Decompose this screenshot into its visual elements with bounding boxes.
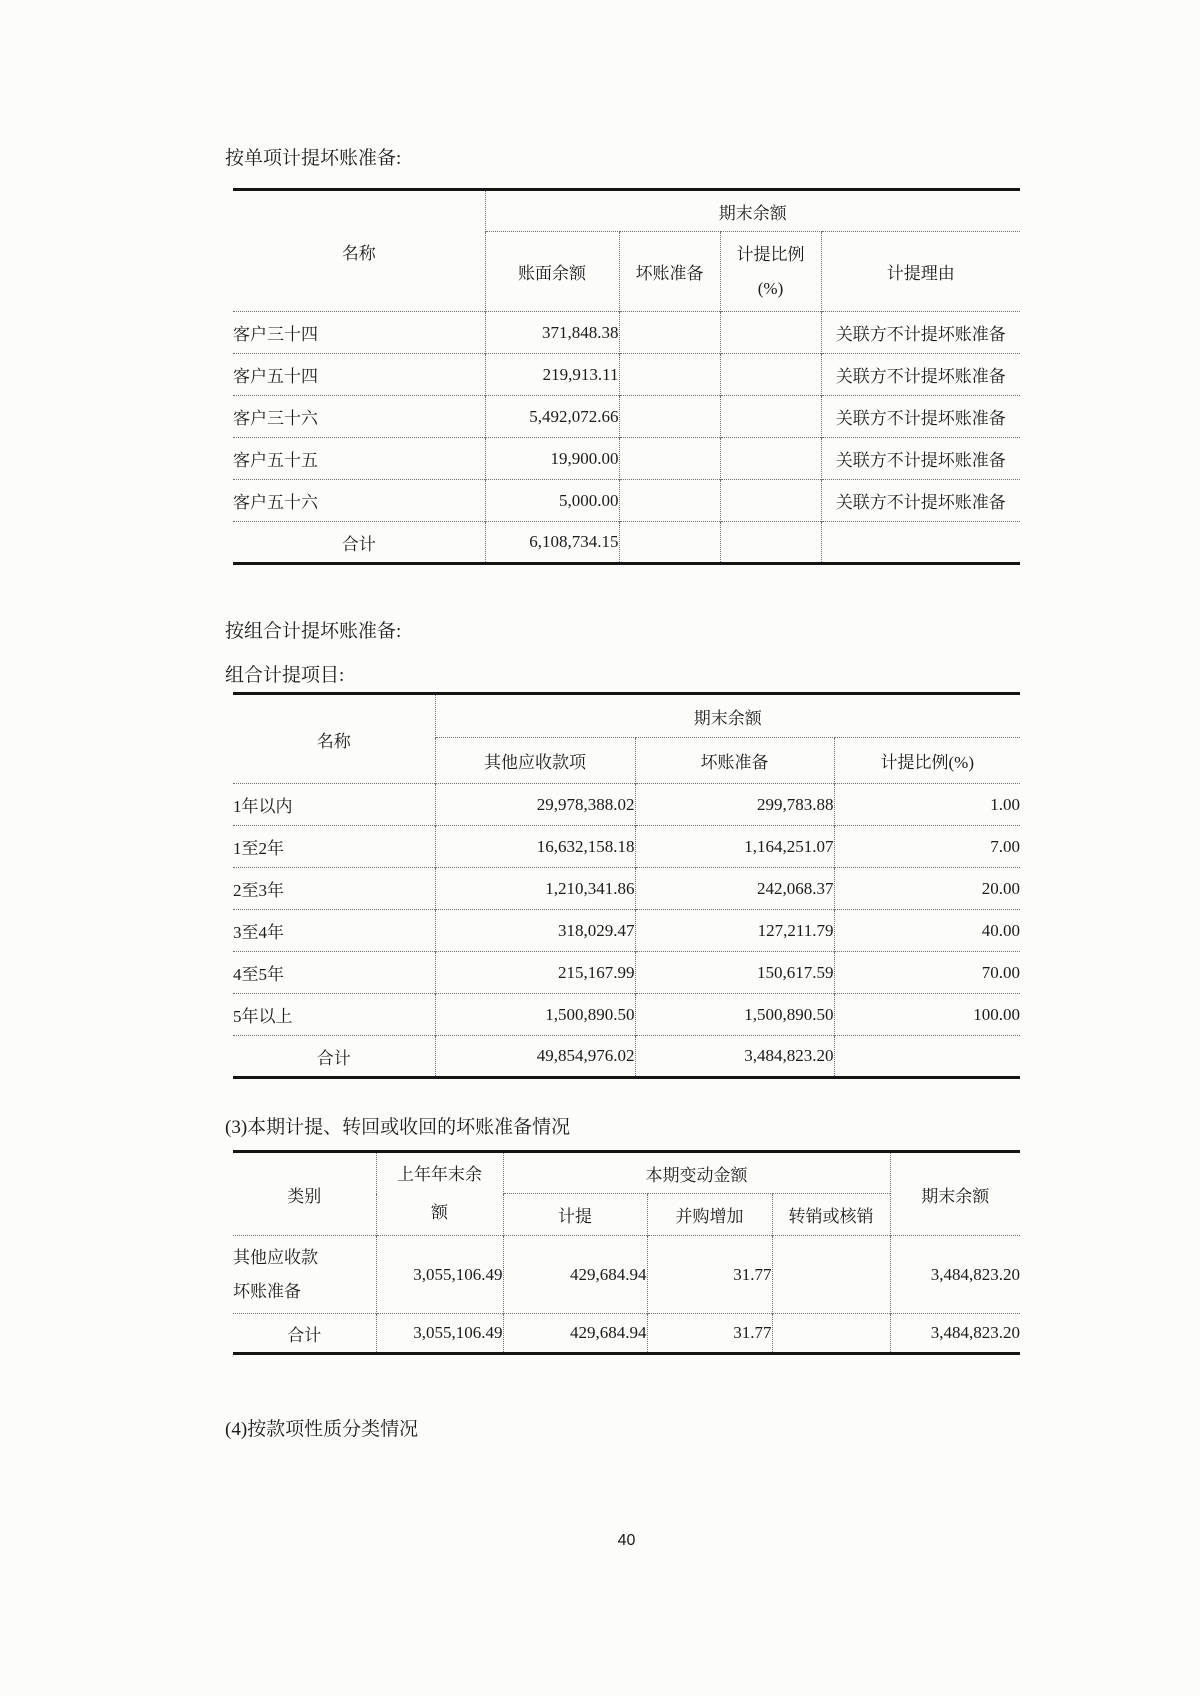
cell-other-receivables: 29,978,388.02 bbox=[435, 784, 635, 826]
cell-empty bbox=[619, 480, 720, 522]
header-prev-year-line1: 上年年末余 bbox=[397, 1165, 482, 1184]
cell-ratio: 70.00 bbox=[834, 952, 1020, 994]
header-prev-year-line2: 额 bbox=[431, 1203, 448, 1222]
cell-aging: 5年以上 bbox=[233, 994, 435, 1036]
header-other-receivables: 其他应收款项 bbox=[435, 738, 635, 784]
header-ratio bbox=[720, 232, 821, 312]
cell-empty bbox=[720, 522, 821, 564]
table-row bbox=[233, 396, 1020, 438]
table-row bbox=[233, 826, 1020, 868]
header-ratio-line2: (%) bbox=[757, 278, 784, 298]
section4-title: (4)按款项性质分类情况 bbox=[225, 1419, 419, 1440]
cell-total-other-receivables: 49,854,976.02 bbox=[435, 1036, 635, 1078]
cell-total-prev-year-balance: 3,055,106.49 bbox=[376, 1314, 503, 1354]
header-current-change: 本期变动金额 bbox=[503, 1152, 890, 1194]
cell-other-receivables: 1,210,341.86 bbox=[435, 868, 635, 910]
cell-bad-debt: 150,617.59 bbox=[635, 952, 834, 994]
total-row bbox=[233, 1036, 1020, 1078]
provision-movement-table bbox=[233, 1150, 1020, 1355]
table-row bbox=[233, 480, 1020, 522]
header-ratio-line1: 计提比例 bbox=[736, 244, 805, 264]
cell-book-balance: 5,492,072.66 bbox=[485, 396, 619, 438]
cell-aging: 1年以内 bbox=[233, 784, 435, 826]
table-row bbox=[233, 784, 1020, 826]
cell-aging: 3至4年 bbox=[233, 910, 435, 952]
cell-reason: 关联方不计提坏账准备 bbox=[821, 438, 1020, 480]
cell-reason: 关联方不计提坏账准备 bbox=[821, 480, 1020, 522]
header-category: 类别 bbox=[287, 1186, 322, 1206]
cell-book-balance: 19,900.00 bbox=[485, 438, 619, 480]
cell-bad-debt: 1,164,251.07 bbox=[635, 826, 834, 868]
cell-category-line2: 坏账准备 bbox=[233, 1281, 301, 1301]
table-row bbox=[233, 694, 1020, 738]
header-acquisition: 并购增加 bbox=[647, 1194, 772, 1236]
table-row bbox=[233, 994, 1020, 1036]
cell-empty bbox=[821, 522, 1020, 564]
cell-reason: 关联方不计提坏账准备 bbox=[821, 354, 1020, 396]
cell-aging: 4至5年 bbox=[233, 952, 435, 994]
cell-other-receivables: 1,500,890.50 bbox=[435, 994, 635, 1036]
cell-empty bbox=[619, 438, 720, 480]
cell-total-provision: 429,684.94 bbox=[503, 1314, 647, 1354]
cell-empty bbox=[619, 396, 720, 438]
section2-title: 按组合计提坏账准备: bbox=[225, 621, 402, 642]
header-name: 名称 bbox=[316, 731, 351, 751]
header-name: 名称 bbox=[341, 243, 376, 263]
cell-prev-year-balance: 3,055,106.49 bbox=[376, 1236, 503, 1314]
cell-total-acquisition: 31.77 bbox=[647, 1314, 772, 1354]
cell-total-label: 合计 bbox=[233, 522, 485, 564]
individual-provision-table bbox=[233, 188, 1020, 565]
cell-total-label: 合计 bbox=[233, 1314, 376, 1354]
section1-title: 按单项计提坏账准备: bbox=[225, 148, 402, 169]
cell-book-balance: 371,848.38 bbox=[485, 312, 619, 354]
cell-ratio: 100.00 bbox=[834, 994, 1020, 1036]
cell-empty bbox=[772, 1314, 890, 1354]
cell-name: 客户五十四 bbox=[233, 354, 485, 396]
cell-reason: 关联方不计提坏账准备 bbox=[821, 312, 1020, 354]
header-period-end: 期末余额 bbox=[435, 694, 1020, 738]
cell-name: 客户五十六 bbox=[233, 480, 485, 522]
cell-other-receivables: 16,632,158.18 bbox=[435, 826, 635, 868]
cell-empty bbox=[772, 1236, 890, 1314]
header-reason: 计提理由 bbox=[821, 232, 1020, 312]
cell-name: 客户三十六 bbox=[233, 396, 485, 438]
cell-total-bad-debt: 3,484,823.20 bbox=[635, 1036, 834, 1078]
cell-name: 客户五十五 bbox=[233, 438, 485, 480]
cell-name: 客户三十四 bbox=[233, 312, 485, 354]
portfolio-provision-table bbox=[233, 692, 1020, 1079]
table-row bbox=[233, 868, 1020, 910]
page-number: 40 bbox=[617, 1532, 636, 1549]
cell-empty bbox=[834, 1036, 1020, 1078]
header-period-end: 期末余额 bbox=[485, 190, 1020, 232]
section3-title: (3)本期计提、转回或收回的坏账准备情况 bbox=[225, 1117, 571, 1138]
cell-category-line1: 其他应收款 bbox=[233, 1247, 318, 1267]
cell-ratio: 40.00 bbox=[834, 910, 1020, 952]
cell-ratio: 1.00 bbox=[834, 784, 1020, 826]
cell-empty bbox=[619, 354, 720, 396]
table-row bbox=[233, 190, 1020, 232]
cell-book-balance: 219,913.11 bbox=[485, 354, 619, 396]
cell-bad-debt: 127,211.79 bbox=[635, 910, 834, 952]
total-row bbox=[233, 1314, 1020, 1354]
table-row bbox=[233, 312, 1020, 354]
header-bad-debt: 坏账准备 bbox=[635, 738, 834, 784]
cell-total-book-balance: 6,108,734.15 bbox=[485, 522, 619, 564]
cell-empty bbox=[720, 438, 821, 480]
cell-empty bbox=[720, 396, 821, 438]
table-row bbox=[233, 1236, 1020, 1314]
cell-ratio: 20.00 bbox=[834, 868, 1020, 910]
cell-aging: 2至3年 bbox=[233, 868, 435, 910]
cell-bad-debt: 1,500,890.50 bbox=[635, 994, 834, 1036]
cell-reason: 关联方不计提坏账准备 bbox=[821, 396, 1020, 438]
cell-period-end: 3,484,823.20 bbox=[890, 1236, 1020, 1314]
table-row bbox=[233, 438, 1020, 480]
table-row bbox=[233, 952, 1020, 994]
cell-category bbox=[233, 1236, 376, 1314]
header-prev-year-balance bbox=[376, 1152, 503, 1236]
header-ratio: 计提比例(%) bbox=[834, 738, 1020, 784]
table-row bbox=[233, 910, 1020, 952]
header-writeoff: 转销或核销 bbox=[772, 1194, 890, 1236]
cell-empty bbox=[619, 522, 720, 564]
total-row bbox=[233, 522, 1020, 564]
cell-book-balance: 5,000.00 bbox=[485, 480, 619, 522]
cell-total-label: 合计 bbox=[233, 1036, 435, 1078]
cell-other-receivables: 318,029.47 bbox=[435, 910, 635, 952]
cell-total-period-end: 3,484,823.20 bbox=[890, 1314, 1020, 1354]
header-book-balance: 账面余额 bbox=[485, 232, 619, 312]
cell-empty bbox=[720, 312, 821, 354]
table-row bbox=[233, 354, 1020, 396]
header-provision: 计提 bbox=[503, 1194, 647, 1236]
cell-empty bbox=[720, 480, 821, 522]
cell-aging: 1至2年 bbox=[233, 826, 435, 868]
cell-bad-debt: 299,783.88 bbox=[635, 784, 834, 826]
cell-ratio: 7.00 bbox=[834, 826, 1020, 868]
cell-empty bbox=[619, 312, 720, 354]
header-bad-debt: 坏账准备 bbox=[619, 232, 720, 312]
cell-other-receivables: 215,167.99 bbox=[435, 952, 635, 994]
section2-subtitle: 组合计提项目: bbox=[225, 665, 345, 686]
header-period-end: 期末余额 bbox=[890, 1152, 1020, 1236]
cell-provision: 429,684.94 bbox=[503, 1236, 647, 1314]
cell-empty bbox=[720, 354, 821, 396]
table-row bbox=[233, 1152, 1020, 1194]
cell-acquisition: 31.77 bbox=[647, 1236, 772, 1314]
cell-bad-debt: 242,068.37 bbox=[635, 868, 834, 910]
